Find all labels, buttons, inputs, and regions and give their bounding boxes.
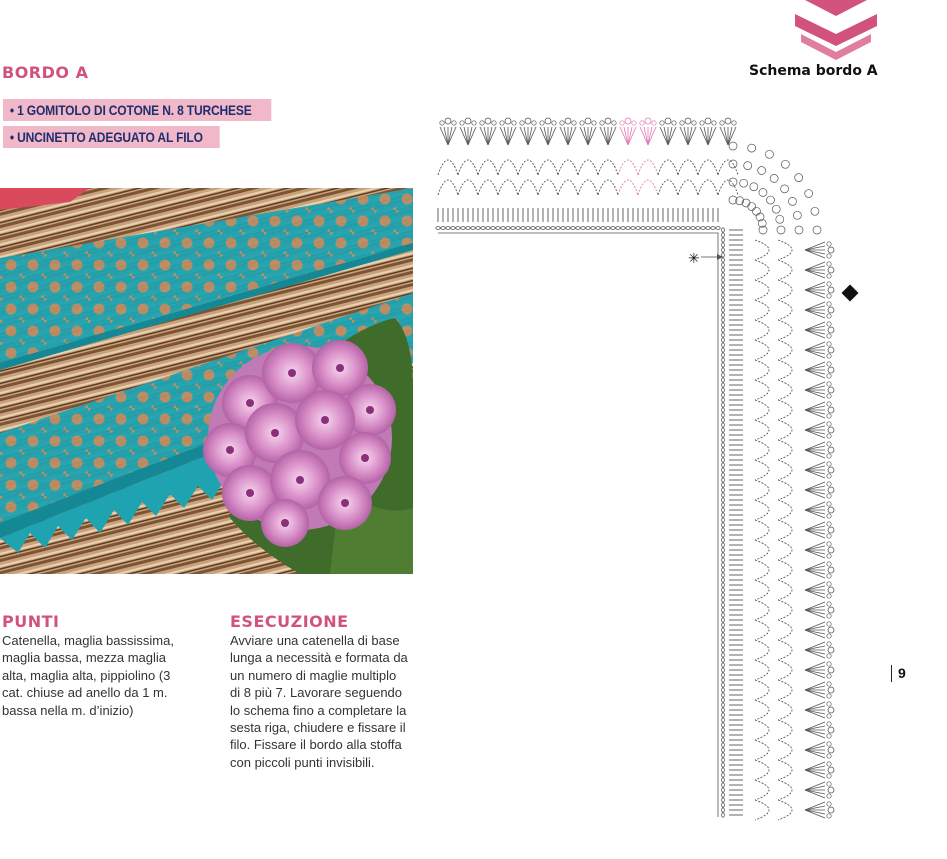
crochet-photo	[0, 188, 413, 574]
crochet-chart-diagram	[433, 105, 863, 825]
instructions-text: Avviare una catenella di base lunga a necessità e formata da un numero di maglie multiplo di 8 più 7. Lavorare seguendo lo schema fino a completare la sesta riga, chiudere e fissare il filo. Fissare il bordo alla stoffa con piccoli punti invisibili.	[230, 633, 408, 770]
stitches-text: Catenella, maglia bassissima, maglia bassa, mezza maglia alta, maglia alta, pippiolino (3 cat. chiuse ad anello da 1 m. bassa nella m. d’inizio)	[2, 633, 174, 718]
chevron-decoration-icon	[793, 0, 879, 60]
page-number: 9	[891, 665, 906, 682]
stitches-title: PUNTI	[2, 612, 60, 631]
instructions-title: ESECUZIONE	[230, 612, 349, 631]
material-item-yarn: • 1 GOMITOLO DI COTONE N. 8 TURCHESE	[3, 99, 271, 121]
page-title: BORDO A	[2, 63, 89, 82]
material-item-hook: • UNCINETTO ADEGUATO AL FILO	[3, 126, 220, 148]
asterisk-icon: ✳	[688, 250, 700, 266]
chart-title: Schema bordo A	[749, 63, 878, 79]
